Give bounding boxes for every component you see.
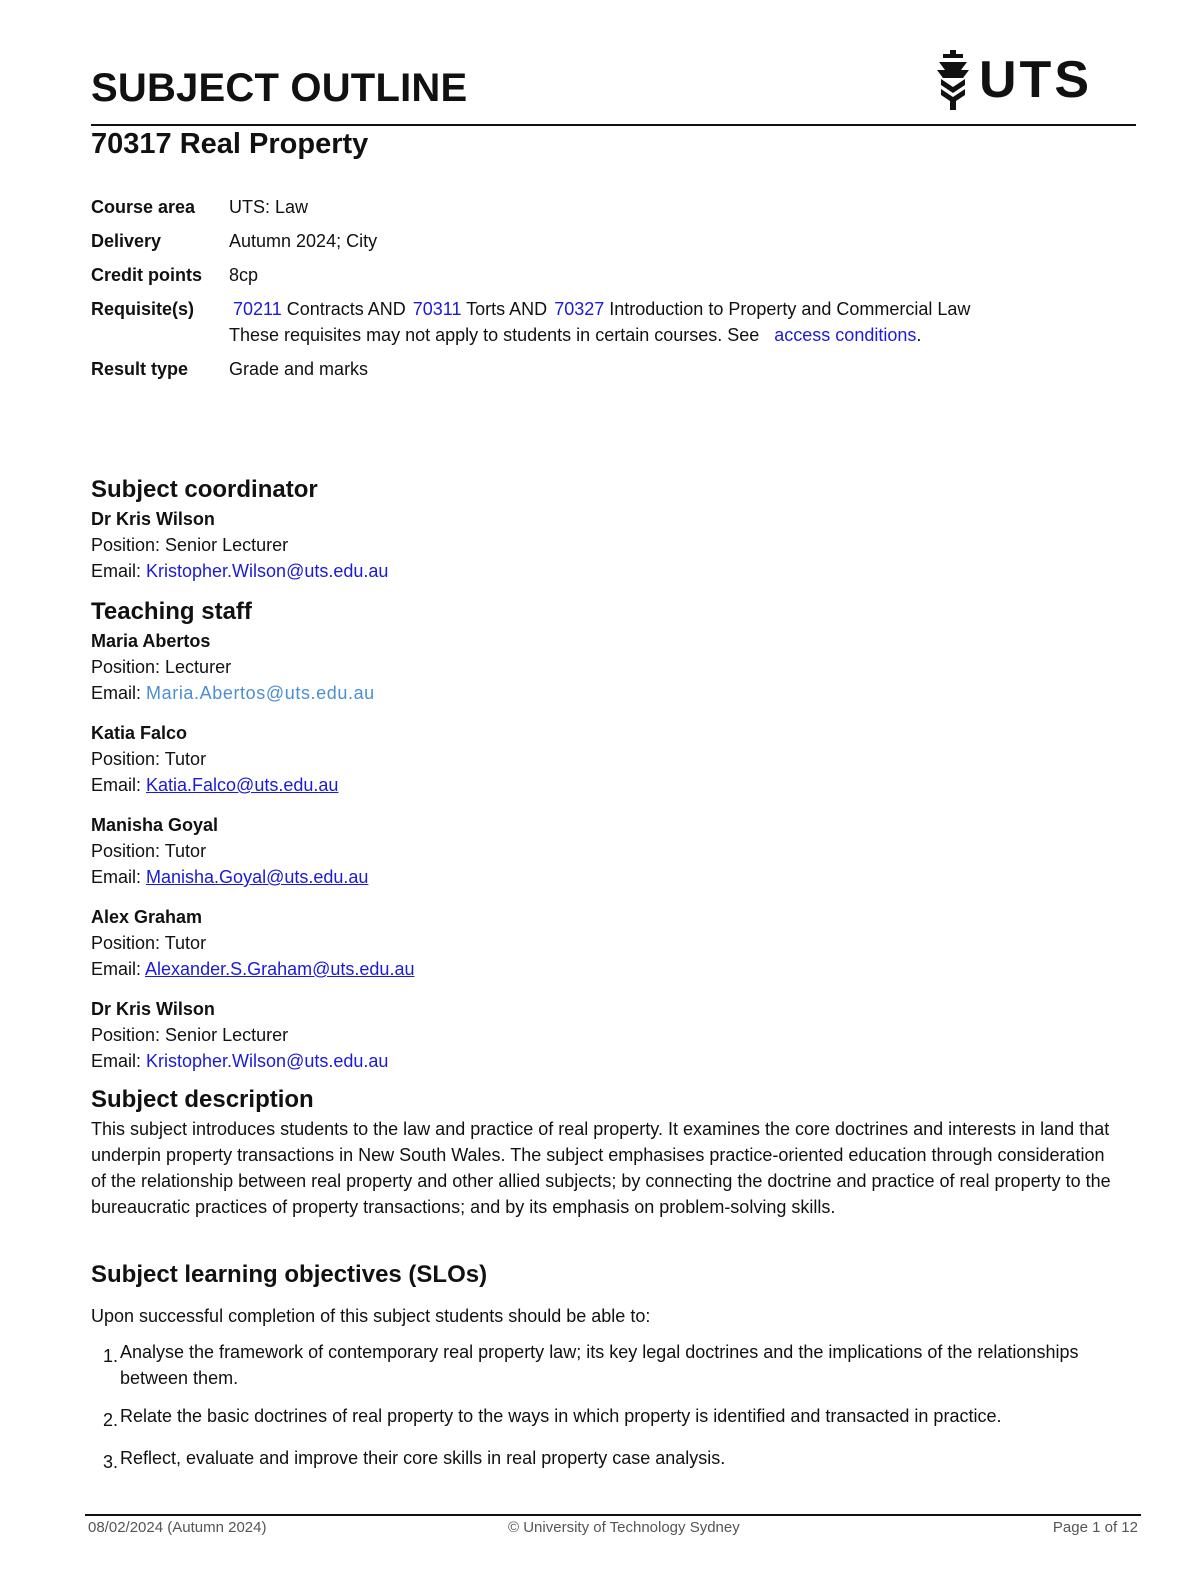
description-section bbox=[91, 1084, 1121, 1220]
email-label: Email: bbox=[91, 867, 147, 887]
staff-entry bbox=[91, 812, 1121, 890]
email-label: Email: bbox=[91, 683, 147, 703]
staff-email-link[interactable]: Maria.Abertos@uts.edu.au bbox=[146, 683, 375, 703]
email-label: Email: bbox=[91, 561, 147, 581]
list-item bbox=[91, 1445, 1121, 1475]
info-row-delivery bbox=[91, 228, 991, 254]
staff-email-link[interactable]: Katia.Falco@uts.edu.au bbox=[146, 775, 339, 795]
uts-crest-icon bbox=[933, 50, 973, 110]
staff-position: Position: Tutor bbox=[91, 749, 207, 769]
staff-email-link[interactable]: Manisha.Goyal@uts.edu.au bbox=[146, 867, 369, 887]
section-heading: Subject coordinator bbox=[91, 476, 318, 503]
staff-position: Position: Tutor bbox=[91, 841, 207, 861]
info-value: 8cp bbox=[229, 265, 259, 285]
section-heading: Subject description bbox=[91, 1086, 314, 1113]
list-item bbox=[91, 1339, 1121, 1391]
slo-list bbox=[91, 1339, 1121, 1475]
coordinator-email-link[interactable]: Kristopher.Wilson@uts.edu.au bbox=[146, 561, 389, 581]
footer-page-number: Page 1 of 12 bbox=[1052, 1519, 1138, 1536]
requisite-text: Contracts AND bbox=[281, 299, 411, 319]
staff-name: Manisha Goyal bbox=[91, 815, 219, 835]
subject-title: 70317 Real Property bbox=[91, 128, 369, 160]
info-row-result-type bbox=[91, 356, 991, 382]
info-label: Result type bbox=[91, 359, 189, 379]
teaching-staff-section bbox=[91, 596, 1121, 1088]
coordinator-name: Dr Kris Wilson bbox=[91, 509, 215, 529]
requisite-text: Introduction to Property and Commercial Law bbox=[604, 299, 971, 319]
email-label: Email: bbox=[91, 959, 146, 979]
footer-date: 08/02/2024 (Autumn 2024) bbox=[88, 1519, 267, 1536]
footer-copyright: © University of Technology Sydney bbox=[508, 1519, 740, 1536]
staff-email-link[interactable]: Kristopher.Wilson@uts.edu.au bbox=[146, 1051, 389, 1071]
staff-position: Position: Lecturer bbox=[91, 657, 232, 677]
info-label: Delivery bbox=[91, 231, 162, 251]
staff-entry bbox=[91, 720, 1121, 798]
requisite-note: These requisites may not apply to students in certain courses. See bbox=[229, 325, 765, 345]
section-heading: Teaching staff bbox=[91, 598, 252, 625]
slo-section bbox=[91, 1259, 1121, 1487]
slo-number: 3. bbox=[102, 1452, 118, 1472]
header-divider bbox=[91, 124, 1136, 126]
slo-number: 1. bbox=[102, 1346, 118, 1366]
logo-text: UTS bbox=[979, 51, 1092, 109]
info-value: Autumn 2024; City bbox=[229, 231, 378, 251]
staff-position: Position: Tutor bbox=[91, 933, 207, 953]
requisite-text: Torts AND bbox=[461, 299, 553, 319]
requisite-note-end: . bbox=[916, 325, 922, 345]
staff-position: Position: Senior Lecturer bbox=[91, 1025, 289, 1045]
section-heading: Subject learning objectives (SLOs) bbox=[91, 1261, 488, 1288]
staff-name: Alex Graham bbox=[91, 907, 203, 927]
footer-divider bbox=[85, 1514, 1141, 1516]
slo-text: Analyse the framework of contemporary real property law; its key legal doctrines and the implications of the relationships between them. bbox=[120, 1342, 1079, 1388]
staff-entry bbox=[91, 996, 1121, 1074]
requisite-link-70311[interactable]: 70311 bbox=[412, 299, 462, 319]
info-value: Grade and marks bbox=[229, 359, 369, 379]
info-value bbox=[229, 296, 991, 348]
subject-info-table bbox=[91, 194, 991, 390]
email-label: Email: bbox=[91, 775, 147, 795]
info-row-credit-points bbox=[91, 262, 991, 288]
staff-entry bbox=[91, 628, 1121, 706]
info-label: Requisite(s) bbox=[91, 299, 195, 319]
slo-text: Reflect, evaluate and improve their core skills in real property case analysis. bbox=[120, 1448, 726, 1468]
staff-email-link[interactable]: Alexander.S.Graham@uts.edu.au bbox=[145, 959, 415, 979]
info-row-requisites bbox=[91, 296, 991, 348]
staff-name: Katia Falco bbox=[91, 723, 188, 743]
uts-logo bbox=[933, 50, 1092, 110]
info-row-course-area bbox=[91, 194, 991, 220]
slo-intro: Upon successful completion of this subject students should be able to: bbox=[91, 1306, 651, 1326]
slo-number: 2. bbox=[102, 1410, 118, 1430]
info-label: Credit points bbox=[91, 265, 202, 285]
staff-name: Maria Abertos bbox=[91, 631, 211, 651]
staff-entry bbox=[91, 904, 1121, 982]
list-item bbox=[91, 1403, 1121, 1433]
email-label: Email: bbox=[91, 1051, 147, 1071]
info-label: Course area bbox=[91, 197, 196, 217]
coordinator-section bbox=[91, 474, 1121, 584]
document-title: SUBJECT OUTLINE bbox=[91, 66, 468, 110]
access-conditions-link[interactable]: access conditions bbox=[774, 325, 917, 345]
staff-name: Dr Kris Wilson bbox=[91, 999, 215, 1019]
info-value: UTS: Law bbox=[229, 197, 309, 217]
description-text: This subject introduces students to the law and practice of real property. It examines the core doctrines and interests in land that underpin property transactions in New South Wales. The subject emphasises practice-oriented education through consideration of the relationship between real property and other allied subjects; by connecting the doctrine and practice of real property to the bureaucratic practices of property transactions; and by its emphasis on problem-solving skills. bbox=[91, 1119, 1111, 1217]
coordinator-position: Position: Senior Lecturer bbox=[91, 535, 289, 555]
requisite-link-70211[interactable]: 70211 bbox=[233, 299, 282, 319]
slo-text: Relate the basic doctrines of real property to the ways in which property is identified and transacted in practice. bbox=[120, 1406, 1002, 1426]
requisite-link-70327[interactable]: 70327 bbox=[554, 299, 605, 319]
